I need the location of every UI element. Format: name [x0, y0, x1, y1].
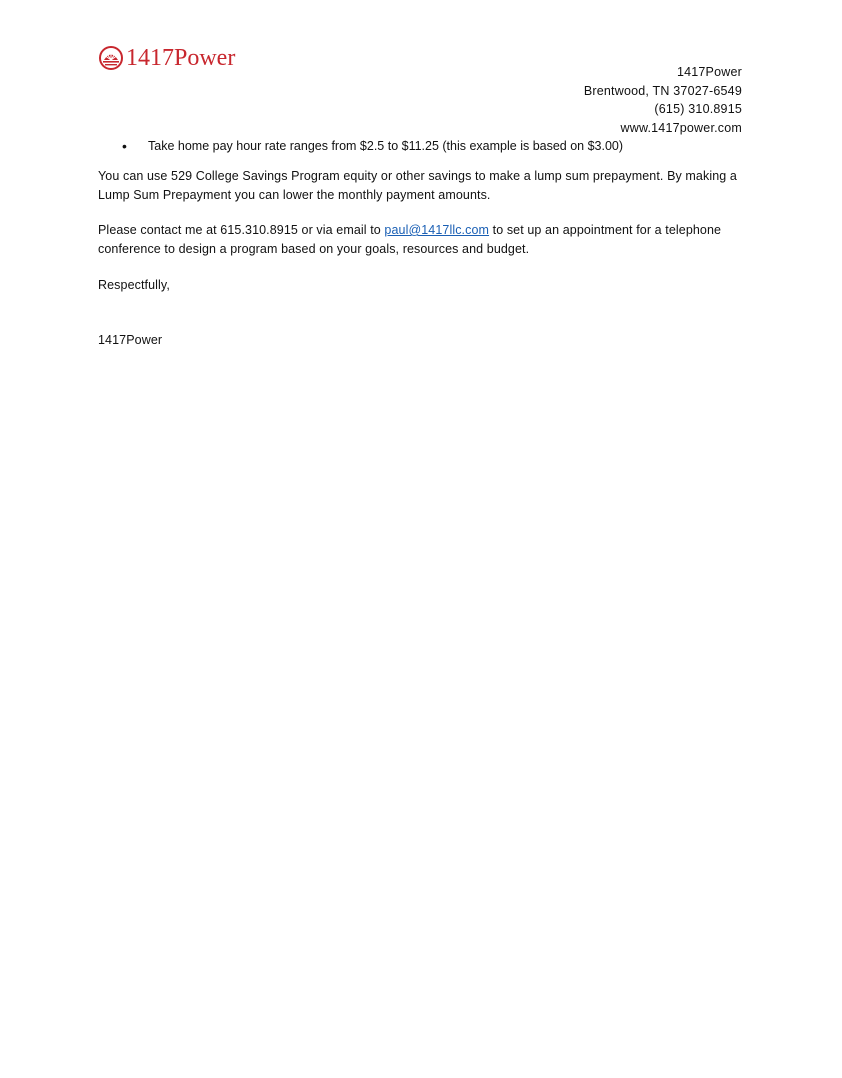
- address-line-city: Brentwood, TN 37027-6549: [583, 83, 742, 98]
- company-logo: [98, 42, 235, 74]
- address-line-phone: (615) 310.8915: [654, 102, 742, 116]
- paragraph-contact: [98, 221, 748, 258]
- contact-text-before: Please contact me at 615.310.8915 or via email to: [98, 223, 385, 237]
- email-link[interactable]: paul@1417llc.com: [384, 223, 490, 237]
- signature-text: 1417Power: [98, 333, 163, 347]
- contact-text-after: to set up an appointment for a telephone conference to design a program based on your goals, resources and budget.: [98, 223, 722, 256]
- sun-logo-icon: [98, 45, 124, 71]
- company-address: [584, 63, 742, 137]
- paragraph-prepayment: You can use 529 College Savings Program equity or other savings to make a lump sum prepayment. By making a Lump Sum Prepayment you can lower the monthly payment amounts.: [98, 169, 737, 202]
- list-item: [98, 137, 748, 156]
- closing-text: Respectfully,: [98, 278, 170, 292]
- bullet-text: Take home pay hour rate ranges from $2.5 to $11.25 (this example is based on $3.00): [148, 139, 624, 153]
- address-line-website: www.1417power.com: [620, 120, 742, 135]
- address-line-company: 1417Power: [676, 65, 742, 79]
- bullet-icon: •: [122, 138, 127, 154]
- logo-text: 1417Power: [126, 45, 236, 71]
